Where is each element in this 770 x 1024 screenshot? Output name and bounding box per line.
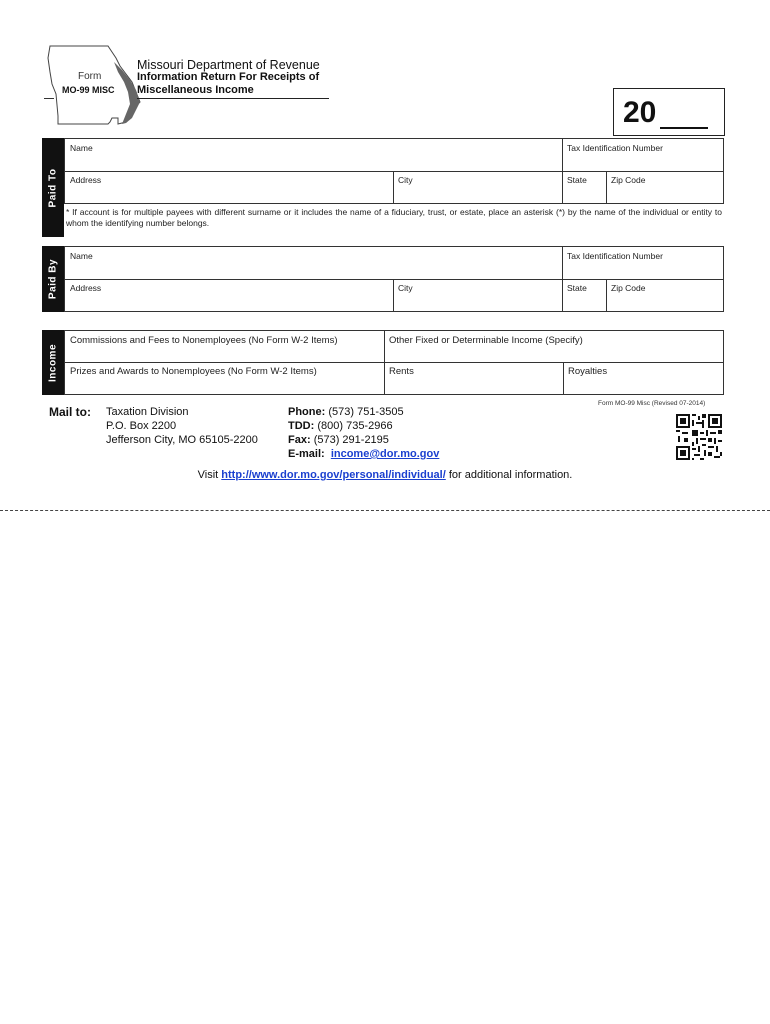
paid-by-state-field[interactable] [562, 279, 606, 311]
title-rule [137, 98, 329, 99]
department-name: Missouri Department of Revenue [137, 58, 320, 72]
paid-to-tab-label: Paid To [47, 168, 59, 207]
address-line: Jefferson City, MO 65105-2200 [106, 434, 258, 446]
paid-by-name-field[interactable] [65, 247, 562, 279]
visit-suffix: for additional information. [448, 469, 573, 481]
field-label: Tax Identification Number [567, 251, 663, 261]
fax-label: Fax: [288, 434, 311, 446]
field-label: Royalties [568, 366, 608, 377]
address-line: P.O. Box 2200 [106, 420, 177, 432]
paid-to-tab [42, 138, 64, 237]
fax-line [288, 433, 439, 447]
form-revision: Form MO-99 Misc (Revised 07-2014) [598, 400, 706, 407]
field-label: Commissions and Fees to Nonemployees (No Form W-2 Items) [70, 335, 338, 346]
paid-to-name-field[interactable] [65, 139, 562, 171]
mail-to-label: Mail to: [49, 405, 91, 419]
cut-line [0, 510, 770, 512]
form-title-line2: Miscellaneous Income [137, 84, 254, 96]
email-line [288, 447, 439, 461]
dash-mark [44, 98, 54, 99]
paid-to-city-field[interactable] [393, 171, 562, 203]
tdd-label: TDD: [288, 420, 315, 432]
field-label: Rents [389, 366, 414, 377]
paid-by-grid [64, 246, 724, 312]
paid-by-tab-label: Paid By [47, 258, 59, 300]
form-id: MO-99 MISC [62, 85, 115, 95]
income-grid [64, 330, 724, 395]
form-title-line1: Information Return For Receipts of [137, 71, 320, 83]
paid-to-grid [64, 138, 724, 204]
qr-code-icon [676, 414, 722, 460]
field-label: State [567, 175, 587, 185]
other-fixed-income-field[interactable] [384, 331, 723, 362]
email-link[interactable]: income@dor.mo.gov [330, 448, 440, 460]
field-label: Address [70, 283, 102, 293]
field-label: Prizes and Awards to Nonemployees (No Form W-2 Items) [70, 366, 317, 377]
email-label: E-mail: [288, 448, 325, 460]
field-label: Tax Identification Number [567, 143, 663, 153]
prizes-awards-field[interactable] [65, 362, 384, 394]
fax-number: (573) 291-2195 [313, 434, 389, 446]
paid-to-state-field[interactable] [562, 171, 606, 203]
field-label: Name [70, 143, 93, 153]
field-label: Zip Code [611, 283, 646, 293]
form-label: Form [78, 71, 102, 82]
tdd-number: (800) 735-2966 [317, 420, 393, 432]
visit-website-line [0, 469, 770, 481]
field-label: Name [70, 251, 93, 261]
income-tab [42, 330, 64, 395]
phone-line [288, 405, 439, 419]
paid-by-zip-field[interactable] [606, 279, 723, 311]
field-label: Zip Code [611, 175, 646, 185]
paid-to-zip-field[interactable] [606, 171, 723, 203]
field-label: City [398, 283, 413, 293]
website-link[interactable]: http://www.dor.mo.gov/personal/individual/ [221, 469, 446, 481]
tax-year-blank[interactable] [660, 127, 708, 129]
phone-label: Phone: [288, 406, 326, 418]
field-label: Address [70, 175, 102, 185]
income-tab-label: Income [47, 343, 59, 382]
phone-number: (573) 751-3505 [328, 406, 404, 418]
paid-by-tin-field[interactable] [562, 247, 723, 279]
paid-by-address-field[interactable] [65, 279, 393, 311]
address-line: Taxation Division [106, 406, 189, 418]
field-label: State [567, 283, 587, 293]
field-label: Other Fixed or Determinable Income (Specify) [389, 335, 583, 346]
paid-to-address-field[interactable] [65, 171, 393, 203]
field-label: City [398, 175, 413, 185]
mailing-address [106, 405, 258, 447]
contact-info [288, 405, 439, 461]
tax-year-prefix: 20 [623, 96, 657, 129]
paid-by-city-field[interactable] [393, 279, 562, 311]
tdd-line [288, 419, 439, 433]
visit-prefix: Visit [197, 469, 219, 481]
rents-field[interactable] [384, 362, 563, 394]
multiple-payee-note: * If account is for multiple payees with different surname or it includes the name of a fiduciary, trust, or estate, place an asterisk (*) by the name of the individual or entity to whom the identifying number belongs. [66, 207, 722, 228]
paid-by-tab [42, 246, 64, 312]
royalties-field[interactable] [563, 362, 723, 394]
commissions-field[interactable] [65, 331, 384, 362]
paid-to-tin-field[interactable] [562, 139, 723, 171]
